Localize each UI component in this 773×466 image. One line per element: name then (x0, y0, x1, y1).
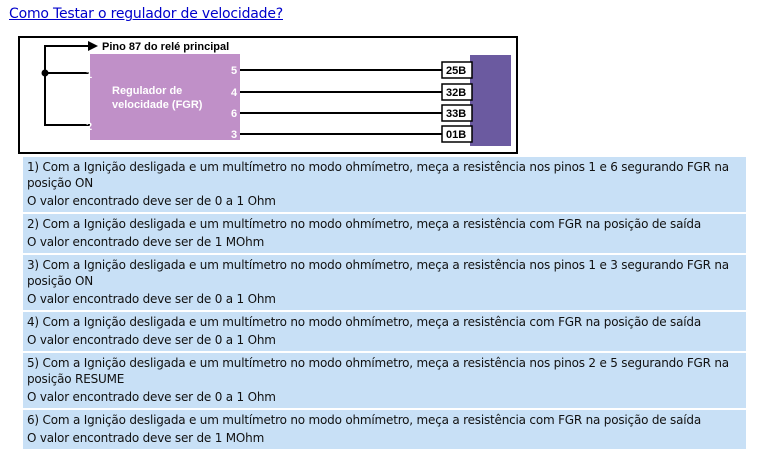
pin-number-6: 6 (231, 108, 238, 120)
step-instruction: 4) Com a Ignição desligada e um multímetro no modo ohmímetro, meça a resistência com FGR na posição de saída (27, 315, 701, 329)
test-step-1 (23, 157, 746, 212)
connector-label-01b: 01B (446, 129, 467, 141)
page-title-link[interactable]: Como Testar o regulador de velocidade? (9, 6, 283, 22)
fgr-wiring-diagram (18, 36, 519, 154)
step-result: O valor encontrado deve ser de 0 a 1 Ohm (27, 194, 276, 208)
test-step-4 (23, 312, 746, 351)
connector-label-33b: 33B (446, 108, 467, 120)
pin-number-4: 4 (231, 87, 238, 99)
test-step-6 (23, 410, 746, 449)
step-instruction: 3) Com a Ignição desligada e um multímetro no modo ohmímetro, meça a resistência nos pinos 1 e 3 segurando FGR na posição ON (27, 258, 729, 288)
test-step-5 (23, 353, 746, 408)
step-result: O valor encontrado deve ser de 0 a 1 Ohm (27, 292, 276, 306)
step-instruction: 1) Com a Ignição desligada e um multímetro no modo ohmímetro, meça a resistência nos pinos 1 e 6 segurando FGR na posição ON (27, 160, 729, 190)
module-label-line1: Regulador de (112, 85, 183, 97)
step-instruction: 2) Com a Ignição desligada e um multímetro no modo ohmímetro, meça a resistência com FGR na posição de saída (27, 217, 701, 231)
step-result: O valor encontrado deve ser de 1 MOhm (27, 235, 265, 249)
fgr-module (90, 54, 240, 140)
connector-label-32b: 32B (446, 87, 467, 99)
step-result: O valor encontrado deve ser de 0 a 1 Ohm (27, 333, 276, 347)
pin-87-label: Pino 87 do relé principal (102, 41, 230, 53)
module-label-line2: velocidade (FGR) (112, 99, 203, 111)
connector-label-25b: 25B (446, 65, 467, 77)
pin-number-5: 5 (231, 65, 238, 77)
test-steps-list (23, 157, 746, 451)
step-instruction: 5) Com a Ignição desligada e um multímetro no modo ohmímetro, meça a resistência nos pinos 2 e 5 segurando FGR na posição RESUME (27, 356, 729, 386)
pin-number-1: 1 (86, 69, 93, 81)
step-instruction: 6) Com a Ignição desligada e um multímetro no modo ohmímetro, meça a resistência com FGR na posição de saída (27, 413, 701, 427)
connector-block (470, 55, 511, 146)
test-step-2 (23, 214, 746, 253)
test-step-3 (23, 255, 746, 310)
step-result: O valor encontrado deve ser de 1 MOhm (27, 431, 265, 445)
pin-number-3: 3 (231, 129, 238, 141)
pin-number-2: 2 (86, 121, 93, 133)
step-result: O valor encontrado deve ser de 0 a 1 Ohm (27, 390, 276, 404)
